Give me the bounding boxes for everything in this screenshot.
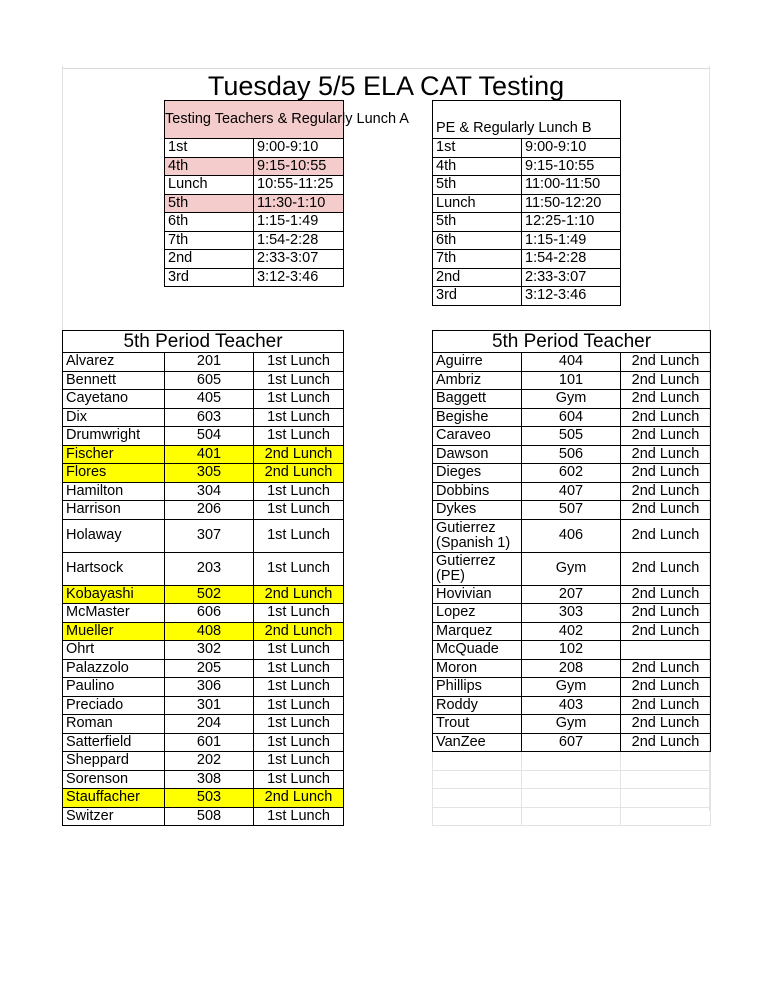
lunch-cell: 2nd Lunch: [621, 519, 711, 552]
teacher-row: [63, 659, 344, 678]
teacher-name-cell: Gutierrez (Spanish 1): [433, 519, 522, 552]
teacher-name-cell: Switzer: [63, 807, 165, 826]
room-cell: 205: [165, 659, 254, 678]
empty-cell: [522, 789, 621, 808]
lunch-cell: 2nd Lunch: [621, 622, 711, 641]
room-cell: 604: [522, 408, 621, 427]
teacher-row: [63, 585, 344, 604]
lunch-cell: 2nd Lunch: [254, 445, 344, 464]
lunch-cell: 2nd Lunch: [621, 408, 711, 427]
time-cell: 1:15-1:49: [254, 213, 344, 232]
room-cell: 607: [522, 733, 621, 752]
lunch-cell: 2nd Lunch: [621, 445, 711, 464]
lunch-cell: 1st Lunch: [254, 371, 344, 390]
teacher-name-cell: Paulino: [63, 678, 165, 697]
empty-cell: [522, 752, 621, 771]
period-cell: 4th: [165, 157, 254, 176]
empty-row: [433, 770, 711, 789]
teachers-right-header: 5th Period Teacher: [433, 331, 711, 353]
lunch-cell: [621, 641, 711, 660]
room-cell: 402: [522, 622, 621, 641]
time-cell: 3:12-3:46: [254, 268, 344, 287]
teacher-row: [63, 427, 344, 446]
teacher-row: [433, 585, 711, 604]
schedule-row: [433, 231, 621, 250]
room-cell: 506: [522, 445, 621, 464]
room-cell: 208: [522, 659, 621, 678]
teacher-name-cell: Dobbins: [433, 482, 522, 501]
time-cell: 3:12-3:46: [522, 287, 621, 306]
period-cell: Lunch: [165, 176, 254, 195]
schedule-row: [165, 213, 344, 232]
teacher-row: [63, 622, 344, 641]
teacher-row: [63, 371, 344, 390]
schedule-row: [165, 139, 344, 158]
schedule-lunch-a-table: [164, 100, 409, 287]
teacher-row: [63, 445, 344, 464]
time-cell: 9:15-10:55: [522, 157, 621, 176]
period-cell: 1st: [165, 139, 254, 158]
teacher-name-cell: Roddy: [433, 696, 522, 715]
lunch-cell: 2nd Lunch: [621, 733, 711, 752]
teacher-name-cell: Harrison: [63, 501, 165, 520]
teacher-name-cell: Moron: [433, 659, 522, 678]
empty-cell: [621, 807, 711, 826]
period-cell: 7th: [165, 231, 254, 250]
teacher-row: [63, 641, 344, 660]
room-cell: 408: [165, 622, 254, 641]
room-cell: 407: [522, 482, 621, 501]
lunch-cell: 1st Lunch: [254, 733, 344, 752]
teacher-name-cell: Preciado: [63, 696, 165, 715]
lunch-cell: 1st Lunch: [254, 678, 344, 697]
lunch-cell: 2nd Lunch: [621, 353, 711, 372]
teacher-row: [433, 371, 711, 390]
room-cell: 301: [165, 696, 254, 715]
period-cell: 4th: [433, 157, 522, 176]
teacher-name-cell: Caraveo: [433, 427, 522, 446]
teacher-name-cell: Stauffacher: [63, 789, 165, 808]
teacher-row: [433, 519, 711, 552]
teacher-row: [433, 552, 711, 585]
teacher-name-cell: Drumwright: [63, 427, 165, 446]
fifth-period-teachers-left-table: [62, 330, 344, 826]
room-cell: 204: [165, 715, 254, 734]
room-cell: 505: [522, 427, 621, 446]
teacher-row: [433, 604, 711, 623]
time-cell: 11:00-11:50: [522, 176, 621, 195]
room-cell: 405: [165, 390, 254, 409]
schedule-row: [433, 268, 621, 287]
time-cell: 9:15-10:55: [254, 157, 344, 176]
teacher-name-cell: Aguirre: [433, 353, 522, 372]
schedule-row: [165, 231, 344, 250]
teacher-name-cell: Begishe: [433, 408, 522, 427]
teacher-name-cell: Roman: [63, 715, 165, 734]
schedule-row: [165, 268, 344, 287]
page-title: Tuesday 5/5 ELA CAT Testing: [62, 68, 710, 103]
room-cell: 207: [522, 585, 621, 604]
schedule-row: [165, 250, 344, 269]
teacher-row: [433, 733, 711, 752]
time-cell: 2:33-3:07: [522, 268, 621, 287]
lunch-cell: 2nd Lunch: [621, 585, 711, 604]
lunch-cell: 2nd Lunch: [621, 659, 711, 678]
teacher-row: [433, 678, 711, 697]
room-cell: 507: [522, 501, 621, 520]
teacher-name-cell: Fischer: [63, 445, 165, 464]
room-cell: 404: [522, 353, 621, 372]
schedule-row: [165, 157, 344, 176]
room-cell: 202: [165, 752, 254, 771]
room-cell: 504: [165, 427, 254, 446]
teacher-row: [433, 622, 711, 641]
teacher-row: [63, 752, 344, 771]
lunch-cell: 2nd Lunch: [621, 678, 711, 697]
period-cell: Lunch: [433, 194, 522, 213]
empty-row: [433, 789, 711, 808]
teacher-name-cell: McMaster: [63, 604, 165, 623]
teacher-row: [63, 390, 344, 409]
room-cell: 305: [165, 464, 254, 483]
teacher-name-cell: Cayetano: [63, 390, 165, 409]
teacher-row: [63, 519, 344, 552]
lunch-cell: 2nd Lunch: [621, 715, 711, 734]
teacher-name-cell: Hovivian: [433, 585, 522, 604]
teacher-name-cell: Hartsock: [63, 552, 165, 585]
lunch-cell: 2nd Lunch: [621, 464, 711, 483]
teacher-row: [63, 770, 344, 789]
lunch-cell: 1st Lunch: [254, 641, 344, 660]
schedule-row: [433, 139, 621, 158]
lunch-cell: 2nd Lunch: [621, 501, 711, 520]
teacher-name-cell: Baggett: [433, 390, 522, 409]
teacher-row: [433, 445, 711, 464]
schedule-row: [433, 287, 621, 306]
room-cell: 308: [165, 770, 254, 789]
teacher-row: [63, 807, 344, 826]
room-cell: 302: [165, 641, 254, 660]
teacher-row: [63, 678, 344, 697]
teacher-name-cell: Dykes: [433, 501, 522, 520]
period-cell: 3rd: [433, 287, 522, 306]
time-cell: 9:00-9:10: [522, 139, 621, 158]
lunch-cell: 1st Lunch: [254, 353, 344, 372]
teacher-name-cell: Trout: [433, 715, 522, 734]
teacher-row: [63, 733, 344, 752]
room-cell: 602: [522, 464, 621, 483]
room-cell: 502: [165, 585, 254, 604]
schedule-row: [433, 213, 621, 232]
teacher-name-cell: Ohrt: [63, 641, 165, 660]
teacher-name-cell: Dix: [63, 408, 165, 427]
schedule-row: [433, 194, 621, 213]
lunch-cell: 1st Lunch: [254, 519, 344, 552]
lunch-cell: 1st Lunch: [254, 427, 344, 446]
lunch-cell: 1st Lunch: [254, 552, 344, 585]
time-cell: 2:33-3:07: [254, 250, 344, 269]
room-cell: 403: [522, 696, 621, 715]
schedule-b-header: PE & Regularly Lunch B: [433, 101, 621, 139]
lunch-cell: 1st Lunch: [254, 659, 344, 678]
lunch-cell: 2nd Lunch: [254, 622, 344, 641]
lunch-cell: 1st Lunch: [254, 482, 344, 501]
spreadsheet-sheet: [62, 66, 710, 824]
teacher-row: [63, 482, 344, 501]
room-cell: 304: [165, 482, 254, 501]
teacher-row: [63, 552, 344, 585]
teacher-row: [433, 408, 711, 427]
time-cell: 1:15-1:49: [522, 231, 621, 250]
schedule-row: [433, 250, 621, 269]
teacher-name-cell: Phillips: [433, 678, 522, 697]
room-cell: 206: [165, 501, 254, 520]
period-cell: 6th: [165, 213, 254, 232]
teachers-left-header: 5th Period Teacher: [63, 331, 344, 353]
room-cell: 201: [165, 353, 254, 372]
empty-cell: [433, 807, 522, 826]
teacher-name-cell: Dawson: [433, 445, 522, 464]
period-cell: 2nd: [433, 268, 522, 287]
teacher-row: [63, 464, 344, 483]
teacher-row: [63, 696, 344, 715]
teacher-name-cell: Sheppard: [63, 752, 165, 771]
teacher-name-cell: VanZee: [433, 733, 522, 752]
period-cell: 7th: [433, 250, 522, 269]
lunch-cell: 1st Lunch: [254, 604, 344, 623]
teacher-row: [433, 501, 711, 520]
room-cell: 303: [522, 604, 621, 623]
teacher-name-cell: Ambriz: [433, 371, 522, 390]
room-cell: Gym: [522, 552, 621, 585]
teacher-row: [63, 715, 344, 734]
time-cell: 9:00-9:10: [254, 139, 344, 158]
room-cell: 306: [165, 678, 254, 697]
teacher-row: [63, 353, 344, 372]
teacher-name-cell: Dieges: [433, 464, 522, 483]
empty-row: [433, 752, 711, 771]
lunch-cell: 1st Lunch: [254, 752, 344, 771]
time-cell: 10:55-11:25: [254, 176, 344, 195]
lunch-cell: 2nd Lunch: [621, 604, 711, 623]
lunch-cell: 2nd Lunch: [621, 482, 711, 501]
time-cell: 12:25-1:10: [522, 213, 621, 232]
period-cell: 5th: [165, 194, 254, 213]
teacher-row: [433, 659, 711, 678]
room-cell: 401: [165, 445, 254, 464]
lunch-cell: 1st Lunch: [254, 501, 344, 520]
room-cell: 101: [522, 371, 621, 390]
teacher-row: [433, 390, 711, 409]
period-cell: 3rd: [165, 268, 254, 287]
room-cell: 606: [165, 604, 254, 623]
teacher-row: [433, 464, 711, 483]
teacher-name-cell: Marquez: [433, 622, 522, 641]
teacher-name-cell: Bennett: [63, 371, 165, 390]
teacher-row: [63, 408, 344, 427]
teacher-row: [63, 604, 344, 623]
teacher-name-cell: McQuade: [433, 641, 522, 660]
period-cell: 2nd: [165, 250, 254, 269]
room-cell: Gym: [522, 390, 621, 409]
lunch-cell: 2nd Lunch: [621, 371, 711, 390]
teacher-name-cell: Alvarez: [63, 353, 165, 372]
lunch-cell: 2nd Lunch: [621, 427, 711, 446]
room-cell: 406: [522, 519, 621, 552]
empty-cell: [433, 752, 522, 771]
fifth-period-teachers-right-table: [432, 330, 711, 826]
room-cell: 601: [165, 733, 254, 752]
lunch-cell: 2nd Lunch: [254, 585, 344, 604]
period-cell: 1st: [433, 139, 522, 158]
room-cell: Gym: [522, 715, 621, 734]
teacher-name-cell: Sorenson: [63, 770, 165, 789]
room-cell: 605: [165, 371, 254, 390]
empty-cell: [433, 770, 522, 789]
empty-cell: [621, 770, 711, 789]
teacher-name-cell: Flores: [63, 464, 165, 483]
empty-row: [433, 807, 711, 826]
room-cell: 503: [165, 789, 254, 808]
lunch-cell: 2nd Lunch: [621, 390, 711, 409]
room-cell: 307: [165, 519, 254, 552]
schedule-a-header: Testing Teachers & Regularly Lunch A: [165, 101, 344, 139]
room-cell: 102: [522, 641, 621, 660]
schedule-row: [165, 176, 344, 195]
schedule-row: [433, 157, 621, 176]
teacher-row: [433, 696, 711, 715]
schedule-row: [165, 194, 344, 213]
teacher-name-cell: Gutierrez (PE): [433, 552, 522, 585]
lunch-cell: 1st Lunch: [254, 715, 344, 734]
room-cell: 508: [165, 807, 254, 826]
empty-cell: [522, 807, 621, 826]
time-cell: 1:54-2:28: [522, 250, 621, 269]
period-cell: 6th: [433, 231, 522, 250]
lunch-cell: 1st Lunch: [254, 770, 344, 789]
teacher-name-cell: Holaway: [63, 519, 165, 552]
schedule-lunch-b-table: [432, 100, 621, 306]
teacher-row: [433, 427, 711, 446]
teacher-name-cell: Mueller: [63, 622, 165, 641]
teacher-name-cell: Kobayashi: [63, 585, 165, 604]
lunch-cell: 2nd Lunch: [254, 464, 344, 483]
teacher-name-cell: Lopez: [433, 604, 522, 623]
room-cell: 203: [165, 552, 254, 585]
empty-cell: [522, 770, 621, 789]
lunch-cell: 1st Lunch: [254, 807, 344, 826]
room-cell: 603: [165, 408, 254, 427]
teacher-name-cell: Satterfield: [63, 733, 165, 752]
time-cell: 11:50-12:20: [522, 194, 621, 213]
teacher-name-cell: Hamilton: [63, 482, 165, 501]
lunch-cell: 2nd Lunch: [621, 552, 711, 585]
teacher-name-cell: Palazzolo: [63, 659, 165, 678]
schedule-row: [433, 176, 621, 195]
time-cell: 1:54-2:28: [254, 231, 344, 250]
teacher-row: [433, 715, 711, 734]
empty-cell: [433, 789, 522, 808]
lunch-cell: 2nd Lunch: [621, 696, 711, 715]
lunch-cell: 2nd Lunch: [254, 789, 344, 808]
teacher-row: [63, 501, 344, 520]
period-cell: 5th: [433, 176, 522, 195]
teacher-row: [433, 482, 711, 501]
lunch-cell: 1st Lunch: [254, 408, 344, 427]
room-cell: Gym: [522, 678, 621, 697]
empty-cell: [621, 752, 711, 771]
lunch-cell: 1st Lunch: [254, 390, 344, 409]
lunch-cell: 1st Lunch: [254, 696, 344, 715]
empty-cell: [621, 789, 711, 808]
teacher-row: [433, 641, 711, 660]
teacher-row: [63, 789, 344, 808]
time-cell: 11:30-1:10: [254, 194, 344, 213]
period-cell: 5th: [433, 213, 522, 232]
teacher-row: [433, 353, 711, 372]
